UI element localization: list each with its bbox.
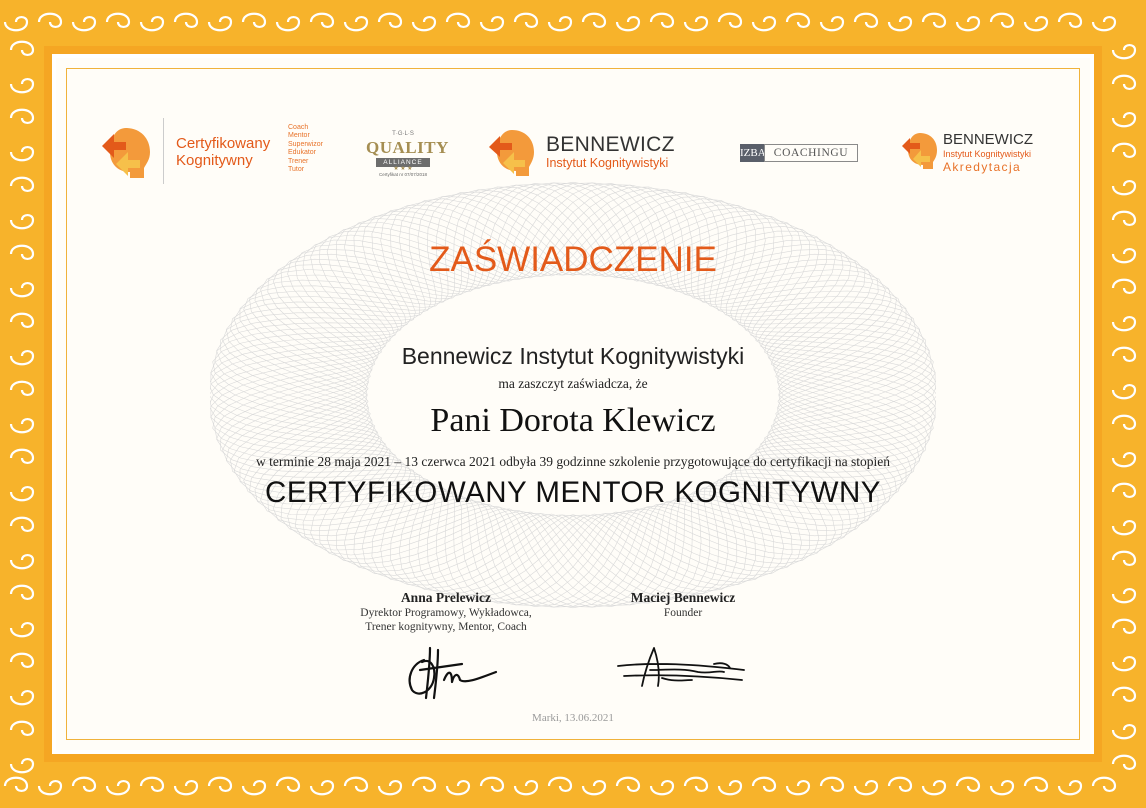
border-scroll-ornament [1113, 756, 1135, 769]
border-scroll-ornament [719, 14, 741, 27]
border-scroll-ornament [175, 14, 197, 27]
border-scroll-ornament [11, 314, 33, 327]
border-scroll-ornament [11, 215, 33, 228]
border-scroll-ornament [651, 781, 673, 794]
signatory-name: Maciej Bennewicz [630, 590, 736, 605]
border-scroll-ornament [1113, 589, 1135, 602]
border-scroll-ornament [243, 14, 265, 27]
roles-list [288, 124, 323, 174]
border-scroll-ornament [379, 14, 401, 27]
border-scroll-ornament [821, 17, 843, 30]
border-scroll-ornament [991, 14, 1013, 27]
course-description: w terminie 28 maja 2021 – 13 czerwca 2021 odbyła 39 godzinne szkolenie przygotowujące do certyfikacji na stopień [256, 454, 890, 469]
border-scroll-ornament [1059, 14, 1081, 27]
border-scroll-ornament [1113, 317, 1135, 330]
border-scroll-ornament [1093, 17, 1115, 30]
border-scroll-ornament [1113, 552, 1135, 565]
border-scroll-ornament [243, 781, 265, 794]
border-scroll-ornament [11, 283, 33, 296]
signatory-role: Trener kognitywny, Mentor, Coach [365, 621, 527, 633]
border-scroll-ornament [1113, 688, 1135, 701]
border-scroll-ornament [11, 555, 33, 568]
signatory-1 [336, 590, 556, 634]
border-scroll-ornament [617, 17, 639, 30]
border-scroll-ornament [1113, 181, 1135, 194]
border-scroll-ornament [73, 17, 95, 30]
border-scroll-ornament [1113, 620, 1135, 633]
border-scroll-ornament [889, 17, 911, 30]
border-scroll-ornament [39, 781, 61, 794]
head-arrows-logo-icon [898, 130, 938, 174]
border-scroll-ornament [107, 781, 129, 794]
border-scroll-ornament [583, 781, 605, 794]
quality-word: QUALITY [366, 138, 449, 157]
border-scroll-ornament [1113, 212, 1135, 225]
border-scroll-ornament [1093, 778, 1115, 791]
border-scroll-ornament [11, 178, 33, 191]
border-scroll-ornament [11, 654, 33, 667]
border-scroll-ornament [1113, 280, 1135, 293]
border-scroll-ornament [141, 17, 163, 30]
role-item: Mentor [288, 132, 310, 140]
border-scroll-ornament [481, 17, 503, 30]
border-scroll-ornament [5, 17, 27, 30]
border-scroll-ornament [1113, 657, 1135, 670]
border-scroll-ornament [855, 781, 877, 794]
border-scroll-ornament [787, 781, 809, 794]
border-scroll-ornament [549, 17, 571, 30]
border-scroll-ornament [141, 778, 163, 791]
border-scroll-ornament [345, 17, 367, 30]
border-scroll-ornament [1025, 17, 1047, 30]
border-scroll-ornament [1025, 778, 1047, 791]
border-scroll-ornament [1113, 521, 1135, 534]
border-scroll-ornament [447, 14, 469, 27]
border-scroll-ornament [855, 14, 877, 27]
border-scroll-ornament [515, 14, 537, 27]
bennewicz-akr-title: BENNEWICZ [943, 131, 1033, 148]
head-arrows-logo-icon [96, 124, 152, 184]
quality-cert: Certyfikat nr 07/07/2018 [378, 172, 428, 177]
border-scroll-ornament [685, 778, 707, 791]
border-scroll-ornament [549, 778, 571, 791]
kognitywny-title: Kognitywny [176, 152, 253, 169]
border-scroll-ornament [277, 17, 299, 30]
border-scroll-ornament [11, 79, 33, 92]
border-scroll-ornament [957, 778, 979, 791]
border-scroll-ornament [583, 14, 605, 27]
border-scroll-ornament [209, 17, 231, 30]
border-scroll-ornament [753, 778, 775, 791]
border-scroll-ornament [11, 759, 33, 772]
border-scroll-ornament [617, 778, 639, 791]
border-scroll-ornament [11, 110, 33, 123]
border-scroll-ornament [1059, 781, 1081, 794]
alliance-word: ALLIANCE [376, 158, 430, 167]
signatory-role: Dyrektor Programowy, Wykładowca, [360, 607, 532, 619]
border-scroll-ornament [73, 778, 95, 791]
border-scroll-ornament [685, 17, 707, 30]
border-scroll-ornament [39, 14, 61, 27]
border-scroll-ornament [1113, 725, 1135, 738]
institution-name: Bennewicz Instytut Kognitywistyki [401, 343, 745, 369]
quality-alliance-logo [366, 131, 449, 177]
logo-divider [163, 118, 164, 184]
border-scroll-ornament [209, 778, 231, 791]
border-scroll-ornament [277, 778, 299, 791]
intro-text: ma zaszczyt zaświadcza, że [498, 376, 648, 391]
signatory-role: Founder [663, 607, 703, 619]
border-scroll-ornament [5, 778, 27, 791]
border-scroll-ornament [175, 781, 197, 794]
border-scroll-ornament [1113, 113, 1135, 126]
border-scroll-ornament [11, 623, 33, 636]
border-scroll-ornament [753, 17, 775, 30]
role-item: Coach [288, 124, 309, 131]
border-scroll-ornament [889, 778, 911, 791]
border-scroll-ornament [481, 778, 503, 791]
border-scroll-ornament [923, 14, 945, 27]
certificate-heading: ZAŚWIADCZENIE [429, 240, 717, 279]
bennewicz-title: BENNEWICZ [546, 133, 675, 156]
border-scroll-ornament [923, 781, 945, 794]
border-scroll-ornament [957, 17, 979, 30]
border-scroll-ornament [651, 14, 673, 27]
akredytacja-label: Akredytacja [943, 160, 1022, 174]
bennewicz-akr-subtitle: Instytut Kognitywistyki [943, 149, 1032, 159]
border-scroll-ornament [413, 17, 435, 30]
border-scroll-ornament [515, 781, 537, 794]
border-scroll-ornament [413, 778, 435, 791]
border-scroll-ornament [345, 778, 367, 791]
border-scroll-ornament [719, 781, 741, 794]
signatory-name: Anna Prelewicz [400, 590, 492, 605]
izba-coachingu-logo [740, 142, 858, 166]
degree-title: CERTYFIKOWANY MENTOR KOGNITYWNY [265, 476, 881, 509]
border-scroll-ornament [107, 14, 129, 27]
handwritten-signature-2 [614, 640, 754, 692]
role-item: Edukator [288, 149, 317, 157]
border-scroll-ornament [1113, 144, 1135, 157]
handwritten-signature-1 [400, 640, 510, 702]
border-scroll-ornament [11, 42, 33, 55]
border-scroll-ornament [447, 781, 469, 794]
certyfikowany-title: Certyfikowany [176, 135, 271, 152]
bennewicz-subtitle: Instytut Kognitywistyki [546, 156, 669, 170]
guilloche-watermark [210, 170, 936, 620]
border-scroll-ornament [11, 518, 33, 531]
role-item: Trener [288, 157, 309, 165]
border-scroll-ornament [1113, 76, 1135, 89]
border-scroll-ornament [991, 781, 1013, 794]
border-scroll-ornament [11, 691, 33, 704]
stars-icon: ★ ★ ★ [393, 166, 413, 172]
border-scroll-ornament [379, 781, 401, 794]
border-scroll-ornament [11, 147, 33, 160]
izba-left: IZBA [740, 144, 764, 162]
place-date: Marki, 13.06.2021 [532, 712, 614, 724]
border-scroll-ornament [11, 586, 33, 599]
border-scroll-ornament [1113, 45, 1135, 58]
border-scroll-ornament [311, 14, 333, 27]
head-arrows-logo-icon [484, 126, 536, 182]
quality-top: T·G·L·S [392, 131, 414, 137]
role-item: Superwizor [288, 140, 324, 148]
border-scroll-ornament [311, 781, 333, 794]
border-scroll-ornament [821, 778, 843, 791]
role-item: Tutor [288, 166, 305, 174]
border-scroll-ornament [787, 14, 809, 27]
recipient-name: Pani Dorota Klewicz [430, 402, 716, 439]
izba-right: COACHINGU [764, 144, 858, 162]
signatory-2 [583, 590, 783, 620]
